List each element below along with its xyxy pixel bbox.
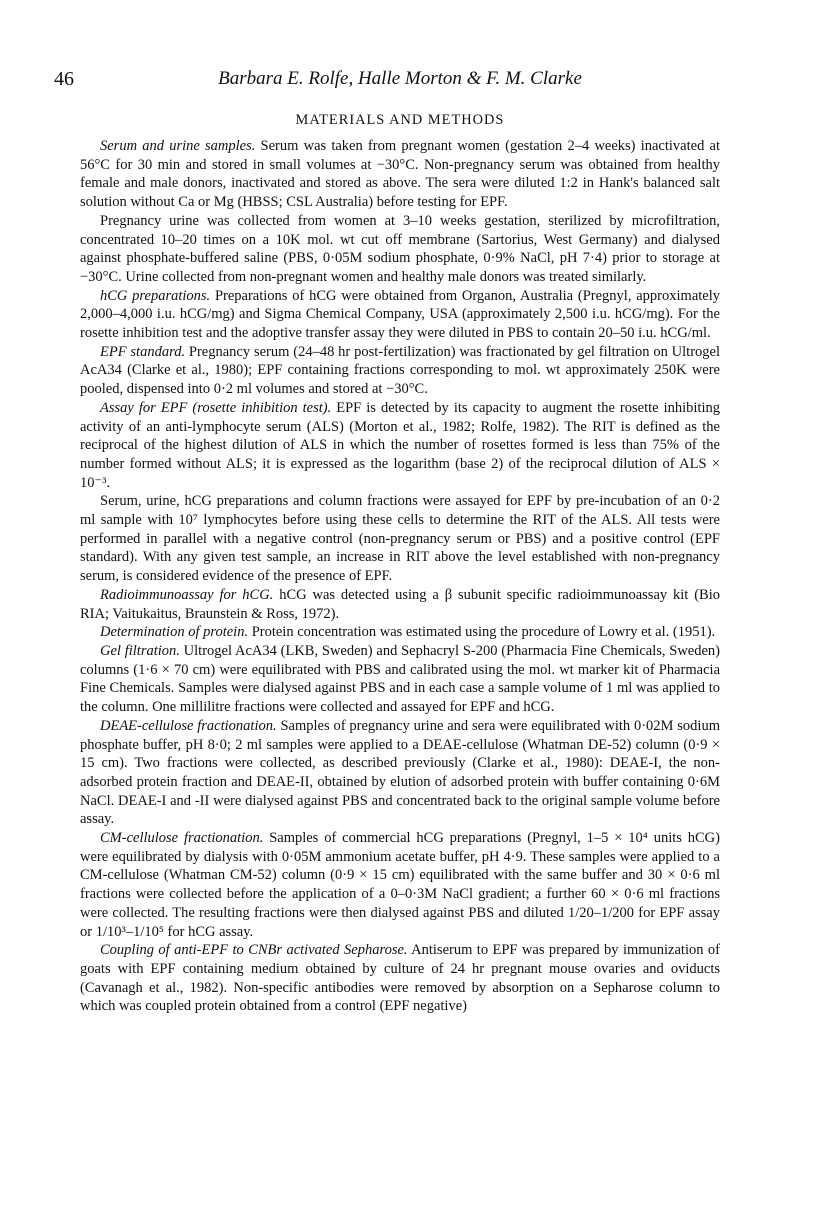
paragraph-text: hCG was detected using a β subunit specific radioimmunoassay kit (Bio RIA; Vaitukaitus, Braunstein & Ross, 1972). (80, 586, 720, 622)
paragraph (80, 287, 720, 343)
paragraph-text: Serum, urine, hCG preparations and column fractions were assayed for EPF by pre-incubation of an 0·2 ml sample with 10⁷ lymphocytes before using these cells to determine the RIT of the ALS. All tests were performed in parallel with a negative control (non-pregnancy serum or PBS) and a positive control (EPF standard). With any given test sample, an increase in RIT above the level established with non-pregnancy serum, is considered evidence of the presence of EPF. (80, 493, 720, 585)
paragraph-text: Antiserum to EPF was prepared by immunization of goats with EPF containing medium obtained by culture of 24 hr pregnant mouse ovaries and oviducts (Cavanagh et al., 1982). Non-specific antibodies were removed by absorption on a Sepharose column to which was coupled protein obtained from a control (EPF negative) (80, 942, 720, 1015)
paragraph-text: Pregnancy serum (24–48 hr post-fertilization) was fractionated by gel filtration on Ultrogel AcA34 (Clarke et al., 1980); EPF containing fractions corresponding to mol. wt approximately 250K were pooled, dispensed into 0·2 ml volumes and stored at −30°C. (80, 343, 720, 398)
paragraph-heading: hCG preparations. (100, 287, 211, 304)
paragraph (80, 399, 720, 493)
paragraph (80, 212, 720, 287)
running-header (54, 68, 720, 102)
paragraph (80, 343, 720, 399)
paragraph (80, 623, 720, 642)
paragraph-heading: EPF standard. (100, 343, 186, 360)
paragraph-text: Preparations of hCG were obtained from Organon, Australia (Pregnyl, approximately 2,000–4,000 i.u. hCG/mg) and Sigma Chemical Company, USA (approximately 2,500 i.u. hCG/mg). For the rosette inhibition test and the adoptive transfer assay they were diluted in PBS to contain 20–50 i.u. hCG/ml. (80, 287, 720, 342)
paragraph-heading: Determination of protein. (100, 624, 249, 641)
paragraph (80, 829, 720, 941)
page-number: 46 (54, 68, 74, 90)
paragraph-heading: DEAE-cellulose fractionation. (100, 717, 277, 734)
paragraph-text: Ultrogel AcA34 (LKB, Sweden) and Sephacryl S-200 (Pharmacia Fine Chemicals, Sweden) columns (1·6 × 70 cm) were equilibrated with PBS and calibrated using the mol. wt marker kit of Pharmacia Fine Chemicals. Samples were dialysed against PBS and in each case a sample volume of 1 ml was applied to the column. One millilitre fractions were collected and assayed for EPF and hCG. (80, 642, 721, 716)
paragraph (80, 137, 720, 212)
body-text (80, 137, 720, 1016)
paragraph-text: Pregnancy urine was collected from women at 3–10 weeks gestation, sterilized by microfiltration, concentrated 10–20 times on a 10K mol. wt cut off membrane (Sartorius, West Germany) and dialysed against phosphate-buffered saline (PBS, 0·05M sodium phosphate, 0·9% NaCl, pH 7·4) prior to storage at −30°C. Urine collected from non-pregnant women and healthy male donors was treated similarly. (80, 212, 720, 285)
paragraph-heading: Radioimmunoassay for hCG. (100, 586, 274, 603)
paragraph-text: Protein concentration was estimated using the procedure of Lowry et al. (1951). (248, 624, 716, 641)
paragraph-heading: CM-cellulose fractionation. (100, 830, 264, 847)
page (54, 68, 721, 1016)
paragraph-text: Samples of commercial hCG preparations (Pregnyl, 1–5 × 10⁴ units hCG) were equilibrated by dialysis with 0·05M ammonium acetate buffer, pH 4·9. These samples were applied to a CM-cellulose (Whatman CM-52) column (0·9 × 15 cm) equilibrated with the same buffer and 30 × 0·6 ml fractions were collected before the application of a 0–0·3M NaCl gradient; a further 60 × 0·6 ml fractions were collected. The resulting fractions were then dialysed against PBS and diluted 1/20–1/200 for EPF assay or 1/10³–1/10⁵ for hCG assay. (80, 830, 720, 940)
paragraph-heading: Gel filtration. (100, 642, 180, 659)
paragraph-text: Serum was taken from pregnant women (gestation 2–4 weeks) inactivated at 56°C for 30 min and stored in small volumes at −30°C. Non-pregnancy serum was obtained from healthy female and male donors, inactivated and stored as above. The sera were diluted 1:2 in Hank's balanced salt solution without Ca or Mg (HBSS; CSL Australia) before testing for EPF. (80, 138, 720, 211)
paragraph-heading: Assay for EPF (rosette inhibition test). (100, 399, 332, 416)
paragraph-heading: Serum and urine samples. (100, 138, 256, 154)
paragraph (80, 492, 720, 586)
paragraph (80, 586, 720, 623)
paragraph-text: EPF is detected by its capacity to augment the rosette inhibiting activity of an anti-lymphocyte serum (ALS) (Morton et al., 1982; Rolfe, 1982). The RIT is defined as the reciprocal of the highest dilution of ALS in which the number of rosettes formed is less than 75% of the number formed without ALS; it is expressed as the logarithm (base 2) of the reciprocal dilution of ALS × 10⁻³. (80, 399, 720, 491)
section-title: MATERIALS AND METHODS (295, 112, 505, 128)
paragraph (80, 642, 720, 717)
paragraph (80, 717, 720, 829)
running-title-authors: Barbara E. Rolfe, Halle Morton & F. M. Clarke (218, 68, 582, 89)
paragraph (80, 941, 720, 1016)
paragraph-text: Samples of pregnancy urine and sera were equilibrated with 0·02M sodium phosphate buffer, pH 8·0; 2 ml samples were applied to a DEAE-cellulose (Whatman DE-52) column (0·9 × 15 cm). Two fractions were collected, as described previously (Clarke et al., 1980): DEAE-I, the non-adsorbed protein fraction and DEAE-II, obtained by elution of adsorbed protein with buffer containing 0·6M NaCl. DEAE-I and -II were dialysed against PBS and concentrated back to the original sample volume before assay. (80, 717, 720, 828)
paragraph-heading: Coupling of anti-EPF to CNBr activated Sepharose. (100, 942, 408, 959)
